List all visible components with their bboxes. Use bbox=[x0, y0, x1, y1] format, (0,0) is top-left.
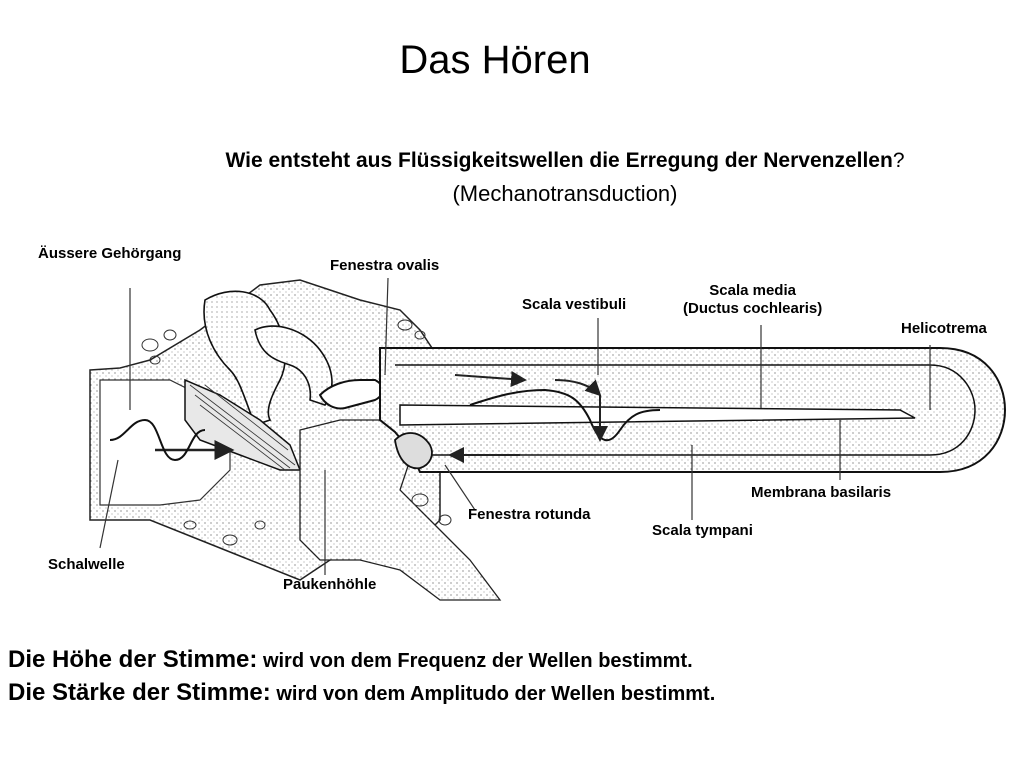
question-mark: ? bbox=[892, 149, 905, 172]
question-subtitle: (Mechanotransduction) bbox=[452, 181, 678, 206]
summary-text-2: wird von dem Amplitudo der Wellen bestimmt. bbox=[270, 683, 716, 705]
label-scala-tympani: Scala tympani bbox=[652, 522, 753, 539]
summary-key-2: Die Stärke der Stimme: bbox=[8, 679, 271, 706]
summary-text-1: wird von dem Frequenz der Wellen bestimmt. bbox=[257, 650, 693, 672]
summary-line-1 bbox=[8, 644, 715, 677]
summary-line-2 bbox=[8, 677, 715, 710]
label-ductus-cochlearis: (Ductus cochlearis) bbox=[683, 300, 823, 317]
label-aeussere-gehoergang: Äussere Gehörgang bbox=[38, 245, 182, 262]
label-schalwelle: Schalwelle bbox=[48, 556, 125, 573]
question-main: Wie entsteht aus Flüssigkeitswellen die Erregung der Nervenzellen bbox=[225, 149, 893, 172]
page-title: Das Hören bbox=[399, 38, 591, 82]
label-paukenhoehle: Paukenhöhle bbox=[283, 576, 377, 593]
label-membrana-basilaris: Membrana basilaris bbox=[751, 484, 892, 501]
label-fenestra-rotunda: Fenestra rotunda bbox=[468, 506, 591, 523]
label-fenestra-ovalis: Fenestra ovalis bbox=[330, 257, 440, 274]
label-helicotrema: Helicotrema bbox=[901, 320, 987, 337]
summary-key-1: Die Höhe der Stimme: bbox=[8, 646, 258, 673]
summary bbox=[8, 644, 715, 710]
label-scala-vestibuli: Scala vestibuli bbox=[522, 296, 627, 313]
label-scala-media-name: Scala media bbox=[709, 282, 796, 299]
label-scala-media bbox=[683, 282, 822, 318]
